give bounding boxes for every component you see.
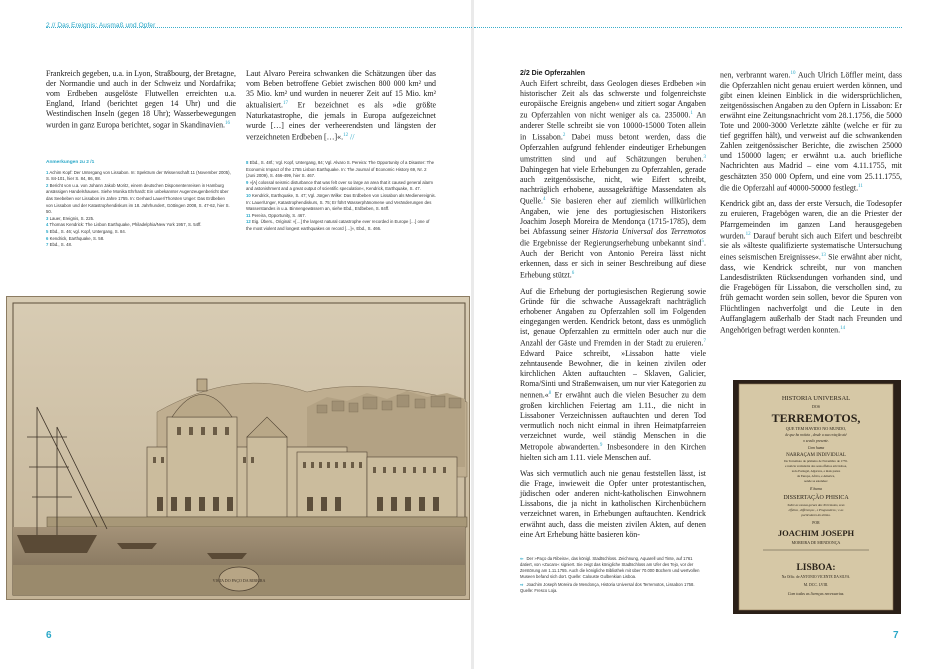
caption-text: Der »Paço da Ribeira«, das königl. Stadtschloss. Zeichnung, Aquarell und Tinte, auf 1761 datiert, von »Zucaro« signiert. Sie zeigt das königliche Stadtschloss am Ufer des Tejo, vor der Zerstörung am 1.11.1755. Auch die königliche Bibliothek mit über 70.000 Büchern und wertvollen Museen befand sich dort. Quelle: Calouste Gulbenkian Lisboa. bbox=[520, 556, 700, 579]
footnote-ref: 12 bbox=[745, 231, 751, 237]
book-year: M. DCC. LVIII. bbox=[803, 583, 829, 587]
footnote-number: 5 bbox=[46, 228, 49, 234]
book-narr6: aonde se estendeo: bbox=[804, 479, 828, 483]
caption-item bbox=[520, 582, 706, 594]
notes-heading: Anmerkungen zu 2 /1 bbox=[46, 160, 95, 165]
book-narr: NARRAÇAM INDIVIDUAL bbox=[786, 453, 846, 458]
footnote-text: Ebd., S. 48f.; Vgl. Kopf, Untergang, 84; Vgl. Alvaro S. Pereira: The Opportunity of a Disaster: The Economic Impact of the 1755 Lisbon Earthquake. In: The Journal of Economic History 69, Nr. 2 (Juni 2009), S. 466-499, hier S. 467. bbox=[246, 160, 435, 179]
paragraph-text: Kendrick gibt an, dass der erste Versuch, die Todesopfer zu eruieren, Fragebögen waren, die an die Priester der Pfarrgemeinden im ganzen Land herausgegeben wurden. bbox=[720, 199, 902, 241]
footnote-text: Bericht von u.a. von Johann Jakob Moritz, einem deutschen Disponentenreisen in Hamburg ansässigen Handelshauses. Siehe Monika Ehrhardt: Ein unbekannter Augenzeugenbericht über das Seebeben vor Lissabon im Jahre 1755. In: Gerhard Lauer/Thorsten Unger: Das Erdbeben von Lissabon und der Katastrophendiskurs im 18. Jahrhundert, Göttingen 2008, S. 47-62, hier S. 50. bbox=[46, 182, 230, 215]
caption-text: Joachim Joseph Moreira de Mendonça, Historia Universal dos Terremotos, Lissabon 1758. Quelle: Fresco Loja. bbox=[520, 582, 695, 593]
left-column-1 bbox=[46, 69, 236, 137]
book-author2: MOREIRA DE MENDONÇA bbox=[791, 540, 841, 545]
paragraph-text: Auf die Erhebung der portugiesischen Regierung sowie Gründe für die schwache Aussagekraft nachträglich erhobener Angaben zu Opferzahlen soll im Folgenden eingegangen werden. Kendrick betont, dass es unmöglich ist, genaue Opferzahlen zu ermitteln oder auch nur die Anzahl der Gäste und Fremden in der Stadt zu eruieren. bbox=[520, 286, 706, 348]
right-column-1 bbox=[520, 69, 706, 546]
paragraph-text: Was sich vermutlich auch nie genau feststellen lässt, ist die Frage, inwieweit die Opfer unter protestantischen, jüdischen oder anderen nicht-katholischen Einwohnern Lissabons, die ja nicht in katholischen Kirchenbüchern verzeichnet waren, in Erhebungen auftauchten. Kendrick erwähnt auch, dass die meisten zivilen Akten, auf denen eine Art Erhebung hätte basieren kön- bbox=[520, 469, 706, 539]
footnote-number: 10 bbox=[246, 192, 251, 198]
book-por: POR bbox=[812, 521, 820, 525]
book-printer: Na Offic. de ANTONIO VICENTE DA SILVA. bbox=[781, 575, 851, 579]
footnote-item bbox=[46, 216, 231, 223]
paragraph-text: Sie erwähnt aber nicht, dass, wie Kendrick schreibt, nur von manchen Landesdistrikten Rücksendungen vorhanden sind, und die Fragebögen für Lissabon, die verschollen sind, zu früh gemacht worden sein sollen, bevor die Spuren von Flüchtlingen nachverfolgt und die Leute in den Auffanglagern außerhalb der Stadt nach Freunden und Angehörigen befragt werden konnten. bbox=[720, 253, 902, 335]
footnote-item bbox=[46, 170, 231, 183]
footnote-item bbox=[46, 236, 231, 243]
running-header: 2 // Das Ereignis: Ausmaß und Opfer bbox=[46, 22, 156, 29]
notes-right-list bbox=[246, 160, 436, 233]
footnote-item bbox=[246, 193, 436, 213]
book-author: JOACHIM JOSEPH bbox=[777, 528, 855, 538]
footnote-ref: 13 bbox=[820, 253, 826, 259]
paragraph-text: . Auch der Bericht von Antonio Pereira lässt nicht erkennen, dass er sich in seiner Beschreibung auf diese Erhebung stützt. bbox=[520, 238, 706, 280]
footnote-ref: 6 bbox=[571, 270, 575, 276]
book-sub2: de que ha noticia , desde a sua criação até bbox=[785, 433, 847, 437]
footnote-ref: 12 bbox=[343, 133, 349, 139]
book-title-main: TERREMOTOS, bbox=[771, 411, 861, 425]
book-title-page bbox=[733, 380, 901, 614]
book-title-italic: Historia Universal dos Terremotos bbox=[592, 226, 706, 236]
paragraph-text: die Ergebnisse der Regierungserhebung unbekannt sind bbox=[520, 238, 702, 248]
book-narr5: da Europa, Africa, e America, bbox=[797, 474, 835, 478]
caption-list bbox=[520, 556, 706, 594]
footnote-ref: 4 bbox=[543, 197, 546, 202]
footnote-ref: 7 bbox=[703, 339, 706, 345]
footnote-item bbox=[46, 183, 231, 216]
footnote-ref: 10 bbox=[790, 71, 796, 76]
footnote-number: 8 bbox=[246, 160, 249, 165]
footnote-number: 6 bbox=[46, 235, 49, 241]
engraving-cartouche-text: VISTA DO PAÇO DA RIBEIRA bbox=[212, 578, 266, 583]
notes-right bbox=[246, 160, 436, 233]
footnote-item bbox=[246, 160, 436, 180]
footnote-text: Ebd., S. 46; vgl. Kopf, Untergang, S. 84. bbox=[48, 228, 127, 234]
left-col2-text2: Er bezeichnet es als »die größte Naturkatastrophe, die jemals in Europa aufgezeichnet wurde […] eines der verheerendsten und längsten der verzeichneten Erdbeben […]«. bbox=[246, 100, 436, 142]
left-col2-text: Laut Alvaro Pereira schwanken die Schätzungen über das vom Beben betroffene Gebiet zwischen 800 000 km² und 35 Mio. km² und wurden in neuerer Zeit auf 15 Mio. km² aktualisiert. bbox=[246, 69, 436, 110]
footnote-item bbox=[46, 222, 231, 229]
footnote-ref: 11 bbox=[858, 183, 863, 189]
footnote-text: Eig. Übers., Original: »[…] the largest natural catastrophe ever recorded in Europe […] one of the most violent and longest earthquakes on record […]«, Ebd., S. 466. bbox=[246, 219, 430, 231]
footnote-item bbox=[246, 213, 436, 220]
book-gutter bbox=[471, 0, 474, 669]
right-column-2 bbox=[720, 69, 902, 341]
notes-left-list bbox=[46, 170, 231, 249]
paragraph-text: Auch Ulrich Löffler meint, dass die Opferzahlen nicht genau eruiert werden können, und gibt einen kleinen Einblick in die widersprüchlichen, zeitgenössischen Angaben zu den Opfern in Lissabon: Er erwähnt eine Zeitungsnachricht vom 28.1.1756, die 5000 Tote und 2000-3000 Verletzte zählte (welche er für zu tief gegriffen hält), und verweist auf die schwankenden Zahlen zeitgenössischer Berichte, die zwischen 25000 und 150000 lagen; er erwähnt u.a. auch briefliche Nachrichten aus Madrid – eine vom 4.11.1755, mit geschätzten 350 000 Opfern, und eine vom 25.11.1755, die die Opferzahl auf 40000-50000 festlegt. bbox=[720, 70, 902, 193]
book-place: LISBOA: bbox=[796, 563, 836, 573]
footnote-item bbox=[246, 180, 436, 193]
book-diss3: effeitos , differenças , e Prognosticos ; e as bbox=[788, 508, 844, 512]
left-col1-text: Frankreich gegeben, u.a. in Lyon, Straßbourg, der Bretagne, der Normandie und auch in der Schweiz und Nordafrika; vom Erdbeben ausgelöste Flutwellen erreichten u.a. England, Irland (berichtet gegen 14 Uhr) und die Westindischen Inseln (gegen 18 Uhr); Wasserbewegungen wurden in ganz Europa berichtet, sogar in Skandinavien. bbox=[46, 69, 236, 131]
footnote-text: Kendrick, Earthquake, S. 47; Vgl. Jürgen Wilke: Das Erdbeben von Lissabon als Medienereignis. In: Lauer/Unger, Katastrophendiskurs, S. 75; Er führt Wasserphänomene und Veränderungen des Wasserstandes in u.a. Binnengewässern an, siehe Ebd., Erdbeben, S. 84ff. bbox=[246, 192, 436, 212]
footnote-ref: 8 bbox=[548, 391, 552, 397]
footnote-ref: 2 bbox=[562, 133, 566, 139]
footnote-number: 7 bbox=[46, 242, 49, 248]
book-sub3: o seculo presente. bbox=[803, 439, 829, 443]
paragraph-text: Auch Eifert schreibt, dass Geologen dieses Erdbeben »in historischer Zeit als das schwerste und folgenreichste europäische Ereignis angeben« und zitiert sogar Angaben zu Opferzahlen von nicht weniger als ca. 235000. bbox=[520, 79, 706, 120]
page-number-right: 7 bbox=[893, 630, 899, 641]
book-narr3: e noticia verdadeira dos seus effeitos em Lisboa, bbox=[785, 464, 847, 468]
book-narr4: todo Portugal, Algarves, e mais partes bbox=[791, 469, 841, 473]
book-title-top: HISTORIA UNIVERSAL bbox=[781, 395, 851, 402]
footnote-text: Thomas Kendrick: The Lisbon Earthquake, Philadelphia/New York 1957, S. 54ff. bbox=[48, 222, 202, 228]
book-diss: DISSERTAÇÃO PHISICA bbox=[783, 495, 849, 501]
engraving-illustration bbox=[7, 297, 470, 600]
book-sub1: QUE TEM HAVIDO NO MUNDO, bbox=[785, 426, 847, 431]
paragraph-text: Er erwähnt auch die vielen Besucher zu dem großen kirchlichen Feiertag am 1.11., die nicht in Lissaboner Verzeichnissen auftauchten und deren Tod vermutlich noch nicht einmal in ihren Heimatpfarreien verzeichnet wurde, weil ständig Menschen in die Metropole abwanderten. bbox=[520, 390, 706, 452]
paragraph-text: Edward Paice schreibt, »Lissabon hatte viele zehntausende Bewohner, die in keinen zivilen oder kirchlichen Akten auftauchten – Sklaven, Galicier, Roma/Sinti und Straßenwaisen, um nur vier Kategorien zu nennen.« bbox=[520, 348, 706, 400]
paragraph-text: An anderer Stelle schreibt sie von 10000-15000 Toten allein in Lissabon. bbox=[520, 111, 706, 142]
caption-item bbox=[520, 556, 706, 580]
footnote-ref: 17 bbox=[283, 101, 289, 107]
arrow-icon: ⇨ bbox=[520, 582, 524, 587]
footnote-number: 1 bbox=[46, 169, 49, 175]
footnote-text: Ebd., S. 48. bbox=[48, 242, 73, 248]
section-end-mark: // bbox=[348, 132, 355, 142]
header-rule-right bbox=[474, 27, 902, 28]
footnote-text: Achim Kopf: Der Untergang von Lissabon. In: Spektrum der Wissenschaft 11 (November 2005), S. 84-101, hier S. 84, 86, 88. bbox=[46, 169, 231, 182]
paragraph-text: Sie basieren eher auf ziemlich willkürlichen Angaben, wie jene des portugiesischen Historikers Joachim Joseph Moreira de Mendonça (1715-1785), dem bei Abfassung seiner bbox=[520, 196, 706, 236]
paragraph-text: Dabei muss betont werden, dass die Opferzahlen aufgrund fehlender eindeutiger Erhebungen umstritten sind und auf Schätzungen beruhen. bbox=[520, 132, 706, 164]
book-com: Com huma bbox=[807, 446, 825, 450]
footnote-text: Pereira, Opportunity, S. 467. bbox=[250, 212, 306, 218]
footnote-ref: 3 bbox=[703, 155, 706, 160]
footnote-text: »[A] colossal seismic disturbance that was felt over so large an area that it caused general alarm and astonishment and a great output of scientific speculation«, Kendrick, Earthquake, S. 47. bbox=[246, 179, 434, 192]
paragraph-text: Dahingegen hat viele Erhebungen zu Opferzahlen, gerade auch zeitgenössische, nicht, wie Eifert schreibt, nachträglich erhobene, aussagekräftige Massendaten als Quelle. bbox=[520, 164, 706, 206]
engraving-paco-da-ribeira bbox=[6, 296, 470, 600]
paragraph-text: Darauf beruht sich auch Eifert und beschreibt sie als »älteste qualifizierte systematische Untersuchung eines seismischen Ereignisses«. bbox=[720, 231, 902, 263]
notes-left bbox=[46, 160, 231, 249]
footnote-number: 4 bbox=[46, 222, 49, 228]
footnote-ref: 14 bbox=[840, 325, 846, 331]
footnote-text: Lauer, Ereignis, S. 225. bbox=[48, 215, 95, 221]
book-licence: Com todas as licenças necessarias. bbox=[787, 591, 845, 596]
footnote-number: 2 bbox=[46, 182, 49, 188]
book-narr2: Do Terremoto do primeiro de Novembro de 1755. bbox=[784, 459, 848, 463]
book-diss2: Sobre as causas geraes dos Terremotos, seus bbox=[787, 503, 845, 507]
image-captions bbox=[520, 556, 706, 596]
left-column-2 bbox=[246, 69, 436, 149]
book-dos: DOS bbox=[811, 404, 821, 409]
footnote-ref: 16 bbox=[225, 121, 231, 127]
footnote-item bbox=[46, 229, 231, 236]
footnote-ref: 5 bbox=[701, 239, 705, 244]
page-number-left: 6 bbox=[46, 630, 52, 641]
book-e-huma: E huma bbox=[810, 487, 822, 491]
book-title-page-photo bbox=[733, 380, 901, 614]
footnote-item bbox=[246, 219, 436, 232]
section-heading: 2/2 Die Opferzahlen bbox=[520, 70, 585, 77]
paragraph-text: Insbesondere in den Kirchen hielten sich am 1.11. viele Menschen auf. bbox=[520, 442, 706, 462]
footnote-number: 9 bbox=[246, 179, 249, 185]
arrow-icon: ⇦ bbox=[520, 556, 524, 561]
footnote-text: Kendrick, Earthquake, S. 58. bbox=[48, 235, 105, 241]
footnote-ref: 9 bbox=[599, 443, 603, 449]
footnote-number: 11 bbox=[246, 212, 251, 218]
footnote-item bbox=[46, 242, 231, 249]
paragraph-text: nen, verbrannt waren. bbox=[720, 70, 791, 80]
footnote-number: 12 bbox=[246, 219, 251, 225]
footnote-number: 3 bbox=[46, 215, 49, 221]
footnote-ref: 1 bbox=[690, 111, 693, 117]
book-diss4: particulares do ultimo. bbox=[801, 513, 831, 517]
